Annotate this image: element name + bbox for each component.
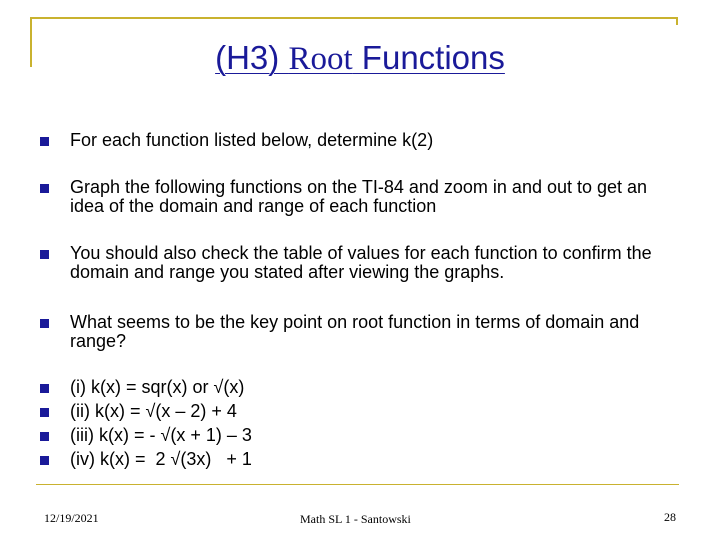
bullet-item xyxy=(40,313,670,351)
bullet-text: For each function listed below, determine k(2) xyxy=(70,130,434,150)
bullet-item xyxy=(40,178,670,216)
bullet-item xyxy=(40,426,670,445)
footer-page-number: 28 xyxy=(664,510,676,524)
bullet-square-icon xyxy=(40,250,49,259)
bullet-item xyxy=(40,131,670,150)
footer-divider xyxy=(36,484,679,485)
bullet-item xyxy=(40,378,670,397)
function-ii-text: (ii) k(x) = √(x – 2) + 4 xyxy=(70,401,237,421)
bullet-item xyxy=(40,402,670,421)
bullet-square-icon xyxy=(40,456,49,465)
function-i-text: (i) k(x) = sqr(x) or √(x) xyxy=(70,377,245,397)
footer-course: Math SL 1 - Santowski xyxy=(300,512,411,526)
footer-date: 12/19/2021 xyxy=(44,511,99,525)
title-part-3: Functions xyxy=(352,39,505,76)
bullet-text: You should also check the table of values for each function to confirm the domain and range you stated after viewing the graphs. xyxy=(70,243,652,282)
function-iii-text: (iii) k(x) = - √(x + 1) – 3 xyxy=(70,425,252,445)
bullet-item xyxy=(40,450,670,469)
function-iv-text: (iv) k(x) = 2 √(3x) + 1 xyxy=(70,449,252,469)
bullet-square-icon xyxy=(40,384,49,393)
bullet-text: What seems to be the key point on root function in terms of domain and range? xyxy=(70,312,640,351)
bullet-square-icon xyxy=(40,137,49,146)
bullet-square-icon xyxy=(40,432,49,441)
title-part-2: Root xyxy=(288,41,353,77)
bullet-square-icon xyxy=(40,408,49,417)
bullet-square-icon xyxy=(40,319,49,328)
bullet-text: Graph the following functions on the TI-84 and zoom in and out to get an idea of the domain and range of each function xyxy=(70,177,648,216)
bullet-item xyxy=(40,244,670,282)
bullet-square-icon xyxy=(40,184,49,193)
title-part-1: (H3) xyxy=(215,39,289,76)
